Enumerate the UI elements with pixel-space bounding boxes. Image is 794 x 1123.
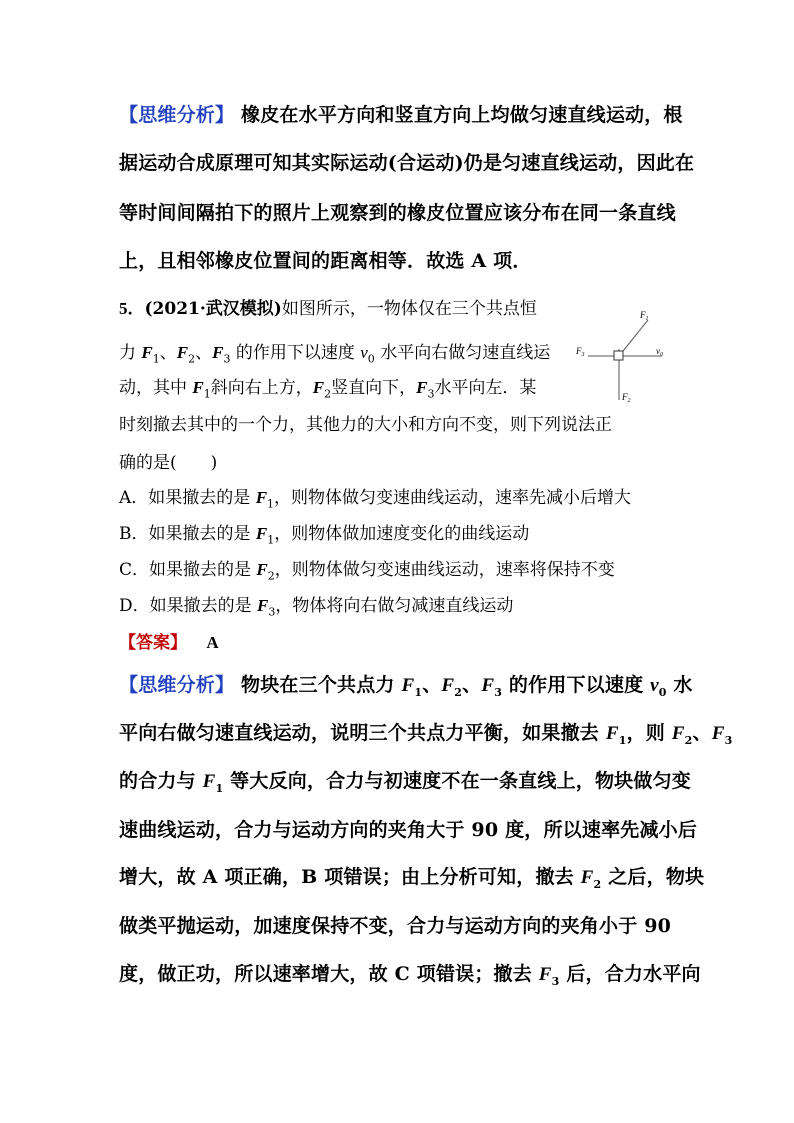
analysis-line-1 bbox=[119, 100, 683, 127]
analysis-tag: 【思维分析】 bbox=[119, 104, 235, 126]
question-line-1: 5．(2021·武汉模拟)如图所示，一物体仅在三个共点恒 bbox=[119, 299, 537, 319]
analysis2-line-3: 的合力与 $F_1$ 等大反向，合力与初速度不在一条直线上，物块做匀变 bbox=[119, 770, 691, 795]
analysis-line-3: 等时间间隔拍下的照片上观察到的橡皮位置应该分布在同一条直线 bbox=[119, 202, 676, 224]
analysis2-line-4: 速曲线运动，合力与运动方向的夹角大于 90 度，所以速率先减小后 bbox=[119, 819, 698, 841]
answer-value: A bbox=[206, 633, 219, 652]
object-box bbox=[614, 351, 623, 360]
analysis2-line-6: 做类平抛运动，加速度保持不变，合力与运动方向的夹角小于 90 bbox=[119, 915, 672, 937]
label-f1: $F_1$ bbox=[640, 310, 649, 322]
analysis2-line-7: 度，做正功，所以速率增大，故 C 项错误；撤去 $F_3$ 后，合力水平向 bbox=[119, 963, 701, 988]
analysis-line-2: 据运动合成原理可知其实际运动(合运动)仍是匀速直线运动，因此在 bbox=[119, 152, 695, 174]
option-a: A．如果撤去的是 $F_1$，则物体做匀变速曲线运动，速率先减小后增大 bbox=[119, 488, 632, 511]
option-d: D．如果撤去的是 $F_3$，物体将向右做匀减速直线运动 bbox=[119, 596, 514, 619]
question-line-4: 时刻撤去其中的一个力，其他力的大小和方向不变，则下列说法正 bbox=[119, 415, 612, 435]
analysis2-line-1: 【思维分析】 物块在三个共点力 $F_1$、$F_2$、$F_3$ 的作用下以速度 $v_0$ 水 bbox=[119, 674, 693, 699]
option-b: B．如果撤去的是 $F_1$，则物体做加速度变化的曲线运动 bbox=[119, 524, 530, 547]
question-source: (2021·武汉模拟) bbox=[144, 299, 282, 319]
question-number: 5． bbox=[119, 299, 145, 318]
analysis2-line-2: 平向右做匀速直线运动，说明三个共点力平衡，如果撤去 $F_1$，则 $F_2$、$F_3$ bbox=[119, 722, 733, 747]
answer-line bbox=[119, 628, 219, 653]
force-diagram bbox=[570, 304, 680, 416]
label-v0: $v_0$ bbox=[656, 346, 663, 358]
question-line-3: 动，其中 $F_1$斜向右上方，$F_2$竖直向下，$F_3$水平向左．某 bbox=[119, 378, 537, 401]
analysis-text: 橡皮在水平方向和竖直方向上均做匀速直线运动，根 bbox=[241, 104, 683, 126]
label-f3: $F_3$ bbox=[576, 346, 585, 358]
answer-tag: 【答案】 bbox=[119, 633, 187, 653]
analysis-line-4: 上，且相邻橡皮位置间的距离相等．故选 A 项． bbox=[119, 250, 532, 272]
question-line-5: 确的是( ) bbox=[119, 453, 218, 473]
analysis2-tag: 【思维分析】 bbox=[119, 674, 235, 696]
label-f2: $F_2$ bbox=[622, 392, 631, 404]
option-c: C．如果撤去的是 $F_2$，则物体做匀变速曲线运动，速率将保持不变 bbox=[119, 560, 615, 583]
question-line-2: 力 $F_1$、$F_2$、$F_3$ 的作用下以速度 $v_0$ 水平向右做匀速直线运 bbox=[119, 343, 551, 366]
analysis2-line-5: 增大，故 A 项正确，B 项错误；由上分析可知，撤去 $F_2$ 之后，物块 bbox=[119, 866, 705, 891]
